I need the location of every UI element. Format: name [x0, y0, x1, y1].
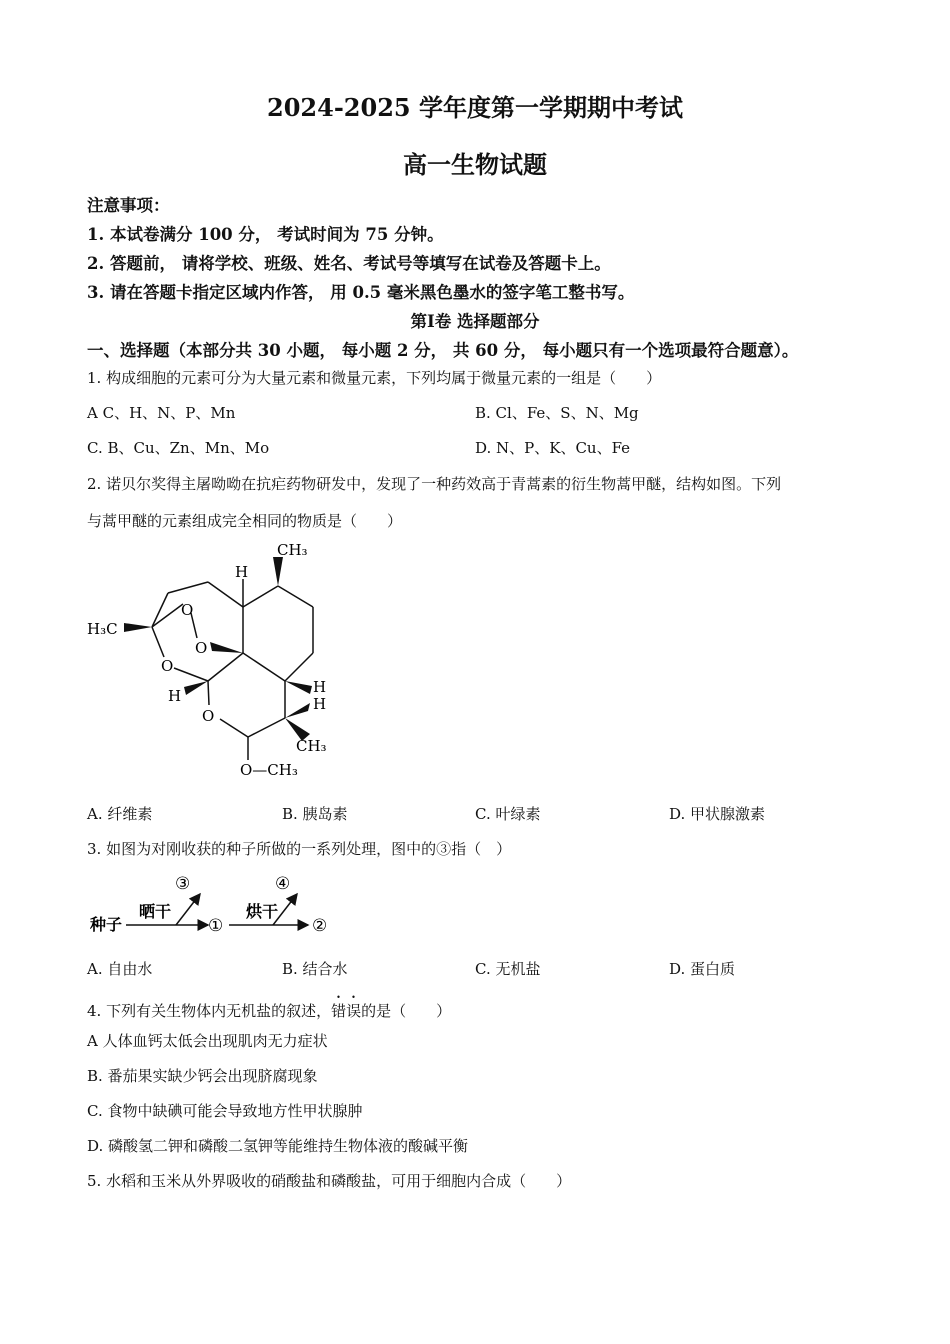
q1-option-d[interactable]: D. N、P、K、Cu、Fe: [475, 439, 631, 457]
label-circle-4: ④: [275, 874, 291, 894]
exam-subtitle: 高一生物试题: [403, 150, 547, 179]
notice-item-2: 2. 答题前， 请将学校、班级、姓名、考试号等填写在试卷及答题卡上。: [87, 254, 611, 273]
q2-stem-line2: 与蒿甲醚的元素组成完全相同的物质是（ ）: [87, 512, 403, 530]
q3-option-a[interactable]: A. 自由水: [87, 960, 153, 978]
q1-option-c[interactable]: C. B、Cu、Zn、Mn、Mo: [87, 439, 270, 457]
q4-stem: [87, 993, 451, 1021]
structure-wedges: [124, 557, 312, 741]
q4-stem-pre: 4. 下列有关生物体内无机盐的叙述，: [87, 1002, 332, 1020]
notice-heading: 注意事项：: [87, 196, 170, 215]
label-och3: O—CH₃: [240, 761, 298, 779]
volume-heading: 第Ⅰ卷 选择题部分: [410, 312, 540, 331]
q2-stem-line1: 2. 诺贝尔奖得主屠呦呦在抗疟药物研发中，发现了一种药效高于青蒿素的衍生物蒿甲醚，结构如图。下列: [87, 475, 782, 493]
q4-option-a[interactable]: A 人体血钙太低会出现肌肉无力症状: [87, 1032, 328, 1050]
label-circle-1: ①: [208, 916, 224, 936]
q4-stem-emphasis: 错误: [331, 1002, 362, 1020]
label-circle-3: ③: [175, 874, 191, 894]
q3-option-b[interactable]: B. 结合水: [282, 960, 348, 978]
q1-option-b[interactable]: B. Cl、Fe、S、N、Mg: [475, 404, 639, 422]
q3-option-c[interactable]: C. 无机盐: [475, 960, 541, 978]
label-ch3-top: CH₃: [277, 541, 308, 559]
label-seed: 种子: [90, 915, 123, 934]
label-h3c-left: H₃C: [87, 620, 118, 638]
q2-option-c[interactable]: C. 叶绿素: [475, 805, 541, 823]
label-h-left: H: [168, 687, 182, 705]
q2-option-d[interactable]: D. 甲状腺激素: [669, 805, 766, 823]
notice-item-1: 1. 本试卷满分 100 分， 考试时间为 75 分钟。: [87, 225, 444, 244]
q5-stem: 5. 水稻和玉米从外界吸收的硝酸盐和磷酸盐，可用于细胞内合成（ ）: [87, 1172, 572, 1190]
label-o-ring: O: [161, 657, 174, 675]
notice-item-3: 3. 请在答题卡指定区域内作答， 用 0.5 毫米黑色墨水的签字笔工整书写。: [87, 283, 635, 302]
q4-stem-post: 的是（ ）: [361, 1002, 452, 1020]
q4-option-d[interactable]: D. 磷酸氢二钾和磷酸二氢钾等能维持生物体液的酸碱平衡: [87, 1137, 469, 1155]
label-o-lower: O: [202, 707, 215, 725]
artemether-structure-figure: [80, 535, 350, 785]
label-circle-2: ②: [312, 916, 328, 936]
label-o-peroxide-2: O: [195, 639, 208, 657]
label-h-right-2: H: [313, 695, 327, 713]
structure-bonds: [152, 579, 313, 760]
q3-option-d[interactable]: D. 蛋白质: [669, 960, 736, 978]
part-heading: 一、选择题（本部分共 30 小题， 每小题 2 分， 共 60 分， 每小题只有一个选项最符合题意）。: [87, 341, 799, 360]
q1-option-a[interactable]: A C、H、N、P、Mn: [87, 404, 236, 422]
q4-option-c[interactable]: C. 食物中缺碘可能会导致地方性甲状腺肿: [87, 1102, 363, 1120]
exam-title: 2024-2025 学年度第一学期期中考试: [267, 93, 683, 122]
q3-stem: 3. 如图为对刚收获的种子所做的一系列处理，图中的③指（ ）: [87, 840, 512, 858]
q2-option-b[interactable]: B. 胰岛素: [282, 805, 348, 823]
label-h-top: H: [235, 563, 249, 581]
q1-stem: 1. 构成细胞的元素可分为大量元素和微量元素，下列均属于微量元素的一组是（ ）: [87, 369, 662, 387]
label-h-right-1: H: [313, 678, 327, 696]
label-ch3-right: CH₃: [296, 737, 327, 755]
seed-processing-figure: [86, 870, 346, 940]
label-bake-dry: 烘干: [246, 902, 279, 921]
label-o-peroxide-1: O: [181, 601, 194, 619]
q2-option-a[interactable]: A. 纤维素: [87, 805, 153, 823]
label-sun-dry: 晒干: [139, 902, 172, 921]
q4-option-b[interactable]: B. 番茄果实缺少钙会出现脐腐现象: [87, 1067, 318, 1085]
